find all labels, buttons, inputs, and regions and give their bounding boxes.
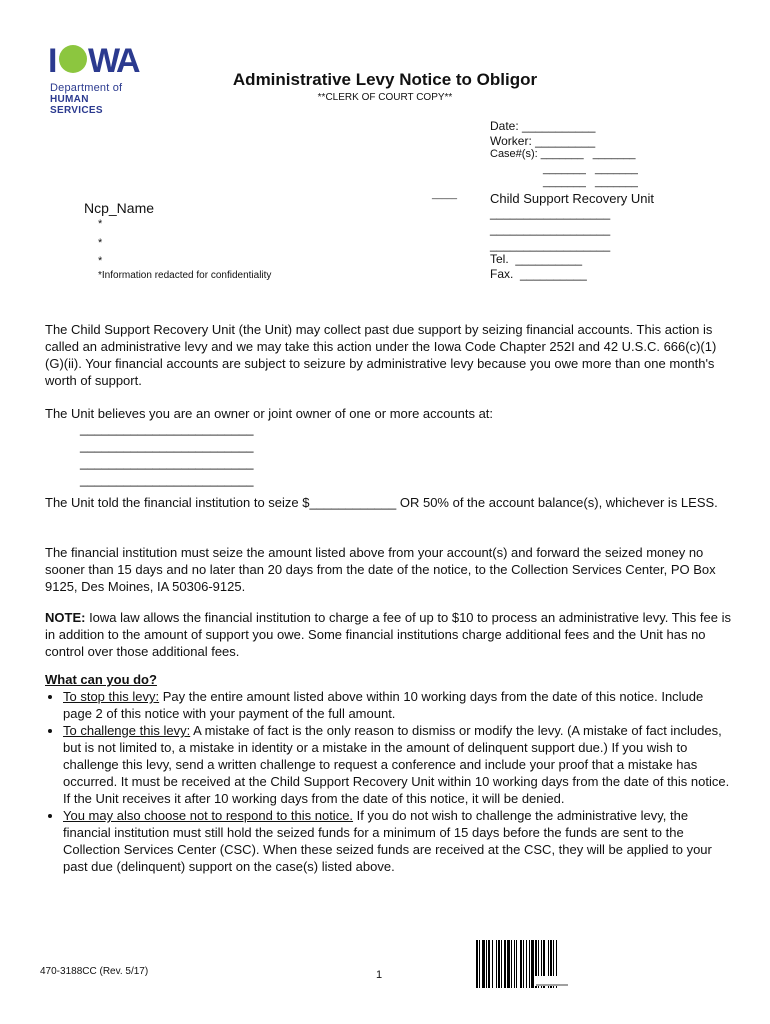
unit-name: Child Support Recovery Unit xyxy=(490,191,655,206)
intro-paragraph: The Child Support Recovery Unit (the Unit) may collect past due support by seizing financial accounts. This action is called an administrative levy and we may take this action under the Iowa Code Chapter 252I and 42 U.S.C. 666(c)(1)(G)(ii). Your financial accounts are subject to seizure by administrative levy because you owe more than one month's worth of support. xyxy=(45,322,717,388)
logo-letter-i: I xyxy=(48,42,58,80)
unit-address-line1: __________________ xyxy=(490,206,611,220)
logo-human-services-line: HUMAN SERVICES xyxy=(50,94,103,116)
account-blank-2: ________________________ xyxy=(80,438,254,453)
redaction-note: *Information redacted for confidentiality xyxy=(98,270,272,281)
seize-amount-paragraph: The Unit told the financial institution to seize $____________ OR 50% of the account balance(s), whichever is LESS. xyxy=(45,495,718,510)
cases-field-row2: _______ _______ xyxy=(543,163,638,175)
short-divider: _____ xyxy=(432,189,458,199)
accounts-paragraph: The Unit believes you are an owner or joint owner of one or more accounts at: xyxy=(45,406,494,421)
unit-address-line2: __________________ xyxy=(490,222,611,236)
page-title: Administrative Levy Notice to Obligor xyxy=(232,70,538,89)
recipient-name: Ncp_Name xyxy=(84,200,155,216)
list-item-no-response: • You may also choose not to respond to this notice. If you do not wish to challenge the administrative levy, the financial institution must still hold the seized funds for a minimum of 15 days before the funds are sent to the Collection Services Center (CSC). When these seized funds are received at the CSC, they will be applied to your past due (delinquent) support on the case(s) listed above. xyxy=(63,807,735,875)
cases-field: Case#(s): _______ _______ xyxy=(490,148,636,160)
logo-letter-a: A xyxy=(116,42,141,80)
date-field: Date: ___________ xyxy=(490,119,596,133)
note-paragraph xyxy=(45,609,735,660)
unit-tel: Tel. __________ xyxy=(490,252,583,266)
worker-field: Worker: _________ xyxy=(490,134,596,148)
logo-letter-w: W xyxy=(88,42,121,80)
recipient-address-line1: * xyxy=(98,218,103,230)
account-blank-4: ________________________ xyxy=(80,472,254,487)
what-can-you-do-section xyxy=(45,671,735,875)
note-text: Iowa law allows the financial institution to charge a fee of up to $10 to process an administrative levy. This fee is in addition to the amount of support you owe. Some financial institutions charge additional fees and the Unit has no control over those additional fees. xyxy=(45,610,731,659)
logo-department-line: Department of xyxy=(50,82,123,94)
recipient-address-line2: * xyxy=(98,237,103,249)
list-item-stop-levy: • To stop this levy: Pay the entire amount listed above within 10 working days from the date of this notice. Include page 2 of this notice with your payment of the full amount. xyxy=(63,688,735,722)
forwarding-paragraph: The financial institution must seize the amount listed above from your account(s) and forward the seized money no sooner than 15 days and no later than 20 days from the date of the notice, to the Collection Services Center, PO Box 9125, Des Moines, IA 50306-9125. xyxy=(45,545,716,594)
unit-address-line3: __________________ xyxy=(490,238,611,252)
account-blank-1: ________________________ xyxy=(80,421,254,436)
what-can-you-do-heading: What can you do? xyxy=(45,672,157,687)
unit-fax: Fax. __________ xyxy=(490,267,587,281)
barcode-image xyxy=(476,940,590,988)
recipient-address-line3: * xyxy=(98,255,103,267)
form-code: 470-3188CC (Rev. 5/17) xyxy=(40,966,149,977)
note-label: NOTE: xyxy=(45,610,86,625)
account-blank-3: ________________________ xyxy=(80,455,254,470)
page-number: 1 xyxy=(376,969,383,981)
page-subtitle: **CLERK OF COURT COPY** xyxy=(317,92,453,103)
cases-field-row3: _______ _______ xyxy=(543,176,638,188)
list-item-challenge-levy: • To challenge this levy: A mistake of fact is the only reason to dismiss or modify the levy. (A mistake of fact includes, but is not limited to, a mistake in identity or a mistake in the amount of delinquent support due.) If you wish to challenge this levy, send a written challenge to request a conference and include your proof that a mistake has occurred. It must be received at the Child Support Recovery Unit within 10 working days from the date of this notice. If the Unit receives it after 10 working days from the date of this notice, it will be denied. xyxy=(63,722,735,807)
